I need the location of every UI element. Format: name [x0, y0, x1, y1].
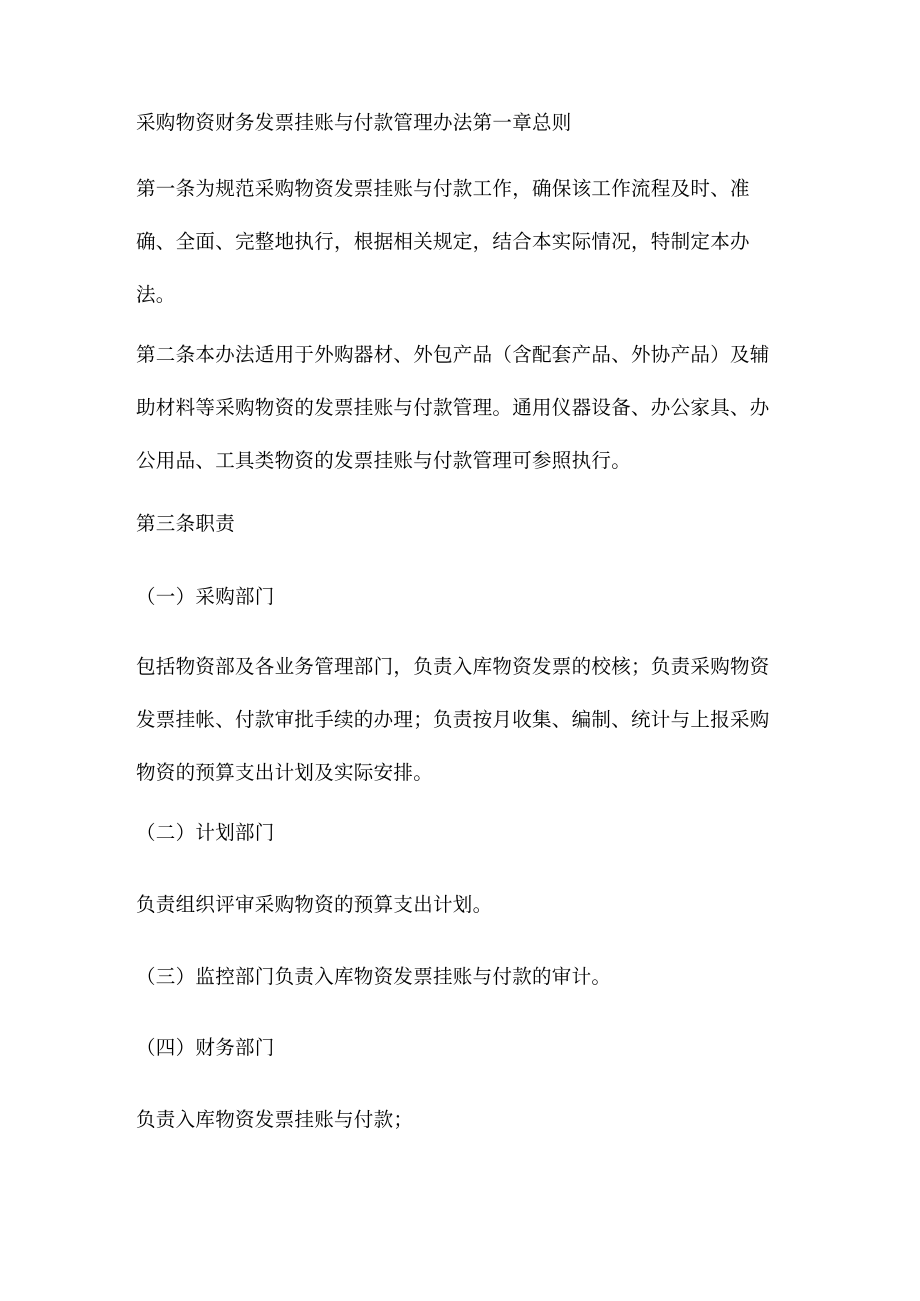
article-1-line-1: 第一条为规范采购物资发票挂账与付款工作，确保该工作流程及时、准: [136, 177, 750, 200]
article-2-line-1: 第二条本办法适用于外购器材、外包产品（含配套产品、外协产品）及辅: [136, 343, 770, 366]
section-2-paragraph: [136, 878, 788, 931]
section-4-heading-text: （四）财务部门: [136, 1036, 275, 1059]
document-title-text: 采购物资财务发票挂账与付款管理办法第一章总则: [136, 111, 572, 134]
section-2-body-text: 负责组织评审采购物资的预算支出计划。: [136, 893, 493, 916]
article-3-heading: [136, 497, 788, 550]
section-1-line-2: 发票挂帐、付款审批手续的办理；负责按月收集、编制、统计与上报采购: [136, 708, 770, 731]
section-1-heading-text: （一）采购部门: [136, 585, 275, 608]
article-2-line-2: 助材料等采购物资的发票挂账与付款管理。通用仪器设备、办公家具、办: [136, 396, 770, 419]
section-1-heading: [136, 570, 788, 623]
article-2-paragraph: [136, 328, 788, 487]
article-1-paragraph: [136, 162, 788, 321]
article-2-line-3: 公用品、工具类物资的发票挂账与付款管理可参照执行。: [136, 449, 632, 472]
section-3-text: （三）监控部门负责入库物资发票挂账与付款的审计。: [136, 965, 612, 988]
section-4-body-text: 负责入库物资发票挂账与付款；: [136, 1108, 414, 1131]
section-4-heading: [136, 1021, 788, 1074]
section-4-paragraph: [136, 1093, 788, 1146]
section-3-paragraph: [136, 950, 788, 1003]
article-1-line-3: 法。: [136, 283, 176, 306]
section-1-paragraph: [136, 640, 788, 799]
section-2-heading-text: （二）计划部门: [136, 821, 275, 844]
document-title: [136, 96, 788, 149]
section-1-line-3: 物资的预算支出计划及实际安排。: [136, 761, 434, 784]
article-3-heading-text: 第三条职责: [136, 512, 236, 535]
section-1-line-1: 包括物资部及各业务管理部门，负责入库物资发票的校核；负责采购物资: [136, 655, 770, 678]
section-2-heading: [136, 806, 788, 859]
article-1-line-2: 确、全面、完整地执行，根据相关规定，结合本实际情况，特制定本办: [136, 230, 750, 253]
